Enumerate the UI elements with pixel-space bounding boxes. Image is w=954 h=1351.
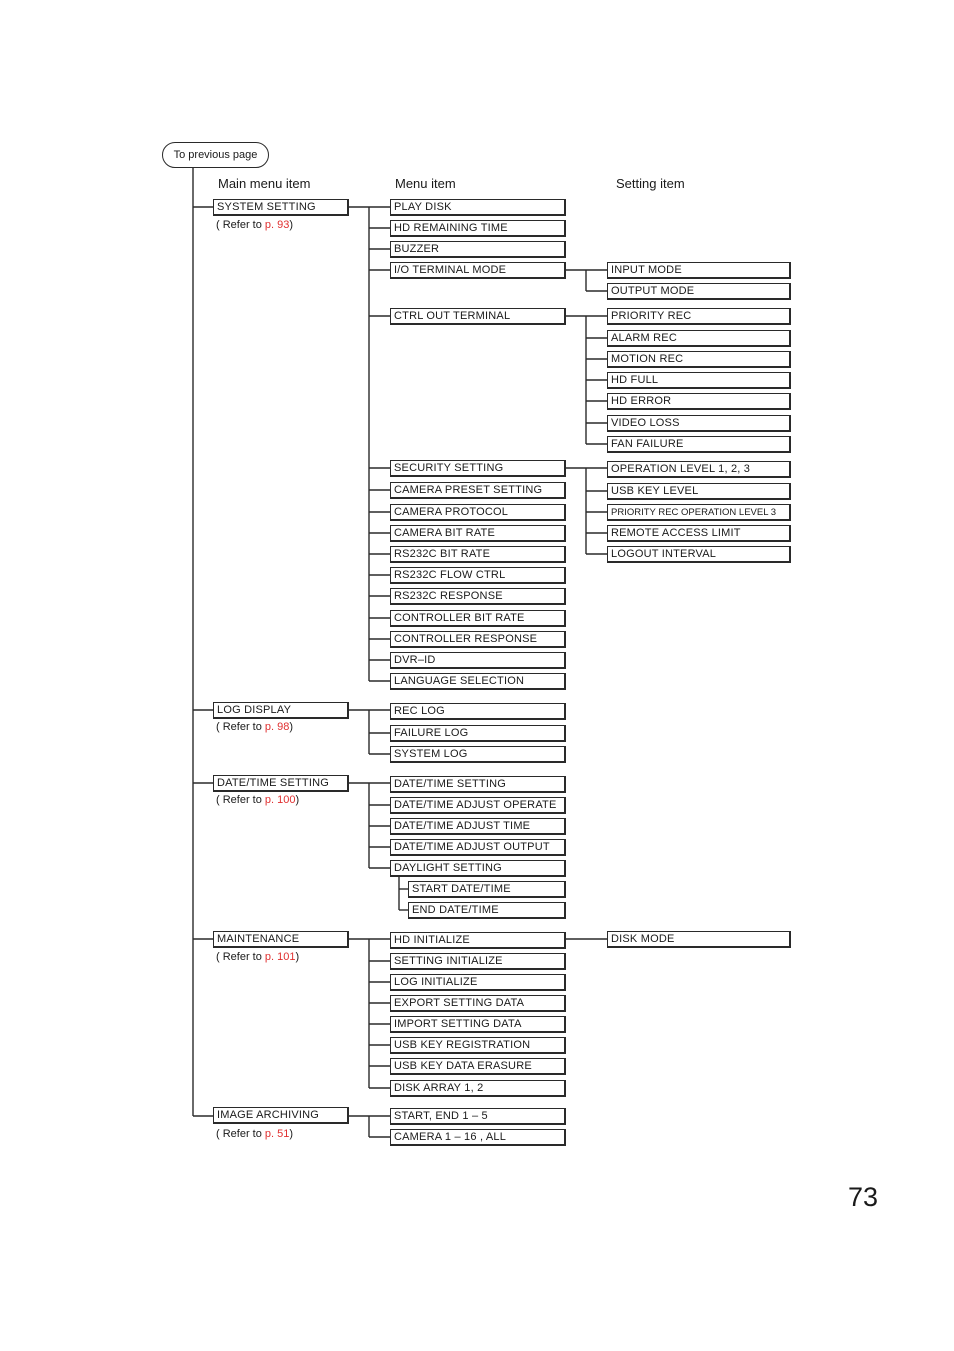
ref-log-display: ( Refer to p. 98) (216, 721, 294, 733)
menu-item[interactable]: RS232C FLOW CTRL (390, 567, 566, 584)
menu-item[interactable]: DATE/TIME SETTING (390, 776, 566, 793)
menu-item[interactable]: USB KEY DATA ERASURE (390, 1058, 566, 1075)
ref-page-link[interactable]: p. 98 (264, 721, 290, 733)
ref-system-setting: ( Refer to p. 93) (216, 219, 294, 231)
setting-item[interactable]: FAN FAILURE (607, 436, 791, 453)
menu-item[interactable]: USB KEY REGISTRATION (390, 1037, 566, 1054)
main-item-date-time-setting[interactable]: DATE/TIME SETTING (213, 775, 349, 792)
main-item-system-setting[interactable]: SYSTEM SETTING (213, 199, 349, 216)
menu-item[interactable]: HD REMAINING TIME (390, 220, 566, 237)
menu-item[interactable]: DATE/TIME ADJUST OPERATE (390, 797, 566, 814)
menu-item[interactable]: START, END 1 – 5 (390, 1108, 566, 1125)
ref-image-archiving: ( Refer to p. 51) (216, 1128, 294, 1140)
setting-item[interactable]: PRIORITY REC OPERATION LEVEL 3 (607, 504, 791, 521)
main-item-log-display[interactable]: LOG DISPLAY (213, 702, 349, 719)
setting-item[interactable]: VIDEO LOSS (607, 415, 791, 432)
menu-item[interactable]: CONTROLLER RESPONSE (390, 631, 566, 648)
header-main-menu-item: Main menu item (218, 176, 311, 191)
menu-item[interactable]: SYSTEM LOG (390, 746, 566, 763)
menu-item[interactable]: I/O TERMINAL MODE (390, 262, 566, 279)
menu-item[interactable]: SETTING INITIALIZE (390, 953, 566, 970)
menu-item[interactable]: BUZZER (390, 241, 566, 258)
menu-item[interactable]: REC LOG (390, 703, 566, 720)
menu-item[interactable]: RS232C RESPONSE (390, 588, 566, 605)
page-number: 73 (848, 1182, 879, 1212)
main-item-maintenance[interactable]: MAINTENANCE (213, 931, 349, 948)
menu-item[interactable]: CTRL OUT TERMINAL (390, 308, 566, 325)
setting-item[interactable]: OUTPUT MODE (607, 283, 791, 300)
menu-item[interactable]: IMPORT SETTING DATA (390, 1016, 566, 1033)
menu-item[interactable]: DATE/TIME ADJUST OUTPUT (390, 839, 566, 856)
sub-menu-item[interactable]: START DATE/TIME (408, 881, 566, 898)
menu-item[interactable]: CAMERA PROTOCOL (390, 504, 566, 521)
setting-item[interactable]: INPUT MODE (607, 262, 791, 279)
setting-item[interactable]: REMOTE ACCESS LIMIT (607, 525, 791, 542)
setting-item[interactable]: ALARM REC (607, 330, 791, 347)
ref-page-link[interactable]: p. 101 (264, 951, 296, 963)
setting-item[interactable]: HD ERROR (607, 393, 791, 410)
previous-page-button[interactable]: To previous page (162, 142, 269, 168)
setting-item[interactable]: OPERATION LEVEL 1, 2, 3 (607, 461, 791, 478)
ref-date-time-setting: ( Refer to p. 100) (216, 794, 300, 806)
menu-item[interactable]: LOG INITIALIZE (390, 974, 566, 991)
header-menu-item: Menu item (395, 176, 456, 191)
main-item-image-archiving[interactable]: IMAGE ARCHIVING (213, 1107, 349, 1124)
menu-item[interactable]: LANGUAGE SELECTION (390, 673, 566, 690)
ref-page-link[interactable]: p. 93 (264, 219, 290, 231)
menu-item[interactable]: CAMERA PRESET SETTING (390, 482, 566, 499)
ref-maintenance: ( Refer to p. 101) (216, 951, 300, 963)
ref-page-link[interactable]: p. 100 (264, 794, 296, 806)
menu-item[interactable]: HD INITIALIZE (390, 932, 566, 949)
menu-item[interactable]: CAMERA BIT RATE (390, 525, 566, 542)
setting-item[interactable]: DISK MODE (607, 931, 791, 948)
setting-item[interactable]: USB KEY LEVEL (607, 483, 791, 500)
setting-item[interactable]: LOGOUT INTERVAL (607, 546, 791, 563)
ref-page-link[interactable]: p. 51 (264, 1128, 290, 1140)
menu-item[interactable]: RS232C BIT RATE (390, 546, 566, 563)
menu-item[interactable]: PLAY DISK (390, 199, 566, 216)
menu-item[interactable]: EXPORT SETTING DATA (390, 995, 566, 1012)
menu-item[interactable]: DAYLIGHT SETTING (390, 860, 566, 877)
sub-menu-item[interactable]: END DATE/TIME (408, 902, 566, 919)
menu-item[interactable]: DISK ARRAY 1, 2 (390, 1080, 566, 1097)
setting-item[interactable]: PRIORITY REC (607, 308, 791, 325)
menu-item[interactable]: DVR–ID (390, 652, 566, 669)
menu-item[interactable]: CONTROLLER BIT RATE (390, 610, 566, 627)
menu-item[interactable]: DATE/TIME ADJUST TIME (390, 818, 566, 835)
setting-item[interactable]: MOTION REC (607, 351, 791, 368)
header-setting-item: Setting item (616, 176, 685, 191)
setting-item[interactable]: HD FULL (607, 372, 791, 389)
menu-item[interactable]: SECURITY SETTING (390, 460, 566, 477)
menu-item[interactable]: CAMERA 1 – 16 , ALL (390, 1129, 566, 1146)
menu-item[interactable]: FAILURE LOG (390, 725, 566, 742)
